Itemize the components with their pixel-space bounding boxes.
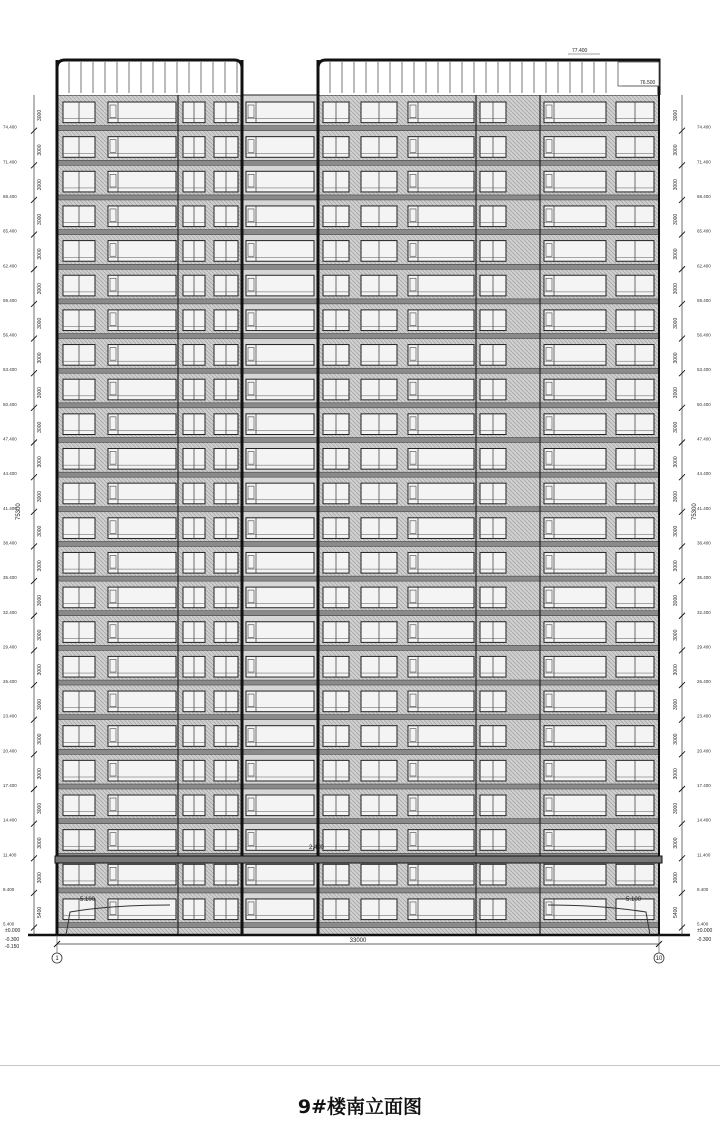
slab-band [57,576,659,581]
floor-level-label: 14.400 [697,817,711,823]
floor-level-label: 74.400 [3,124,17,130]
axis-label-start: 1 [55,956,59,962]
floor-height-dim: 3000 [673,802,679,814]
floor-level-label: 71.400 [3,159,17,165]
floor-height-dim: 3000 [673,109,679,121]
floor-level-label: 50.400 [697,401,711,407]
floor-height-dim: 3000 [37,213,43,225]
roof-frame-right [318,60,659,95]
window [544,379,606,400]
base-level-2-right: -0.300 [697,937,712,943]
base-level-2-left: -0.300 [5,937,20,943]
floor-level-label: 29.400 [697,644,711,650]
window [544,622,606,643]
total-width-dim: 33000 [349,938,367,944]
window [544,171,606,192]
window [544,414,606,435]
floor-level-label: 65.400 [3,228,17,234]
slab-band [57,403,659,408]
floor-level-label: 62.400 [3,263,17,269]
floor-height-dim: 3000 [673,664,679,676]
base-level-1-right: ±0.000 [697,928,713,934]
floor-height-dim: 3000 [37,733,43,745]
floor-level-label: 35.400 [3,575,17,581]
floor-height-dim: 3000 [673,317,679,329]
floor-height-dim: 3000 [37,283,43,295]
floor-level-label: 50.400 [3,401,17,407]
canopy-level-left: 5.100 [80,897,96,903]
floor-level-label: 56.400 [697,332,711,338]
base-level-1-left: ±0.000 [5,928,21,934]
floor-level-label: 23.400 [3,713,17,719]
slab-band [57,299,659,304]
window [544,760,606,781]
window [544,449,606,470]
slab-band [57,888,659,893]
window [544,587,606,608]
dimension-string-left [3,95,43,935]
floor-height-dim: 5400 [673,906,679,918]
floor-height-dim: 3000 [673,421,679,433]
floor-height-dim: 3000 [673,560,679,572]
floor-level-label: 47.400 [3,436,17,442]
window [544,899,606,920]
slab-band [57,819,659,824]
floor-height-dim: 3000 [673,248,679,260]
slab-band [57,541,659,546]
window [544,726,606,747]
window [544,656,606,677]
floor-level-label: 32.400 [697,609,711,615]
window [544,275,606,296]
slab-band [57,715,659,720]
floor-height-dim: 3000 [673,283,679,295]
floor-height-dim: 3000 [37,456,43,468]
caption-divider [0,1065,720,1066]
mid-level-label: 2.400 [309,845,325,851]
floor-height-dim: 3000 [673,387,679,399]
floor-level-label: 17.400 [697,783,711,788]
floor-level-label: 62.400 [697,263,711,269]
slab-band [57,126,659,131]
floor-height-dim: 3000 [37,421,43,433]
floor-height-dim: 3000 [673,179,679,191]
floor-level-label: 47.400 [697,436,711,442]
floor-level-label: 35.400 [697,575,711,581]
floor-height-dim: 3000 [37,387,43,399]
floor-height-dim: 3000 [37,872,43,884]
floor-level-label: 32.400 [3,609,17,615]
floor-height-dim: 3000 [673,698,679,711]
floor-level-label: 26.400 [697,679,711,685]
slab-band [57,264,659,269]
floor-level-label: 38.400 [3,540,17,546]
window [544,241,606,262]
slab-band [57,334,659,339]
total-height-dim-left: 75300 [16,503,22,520]
floor-level-label: 38.400 [697,540,711,546]
floor-level-label: 23.400 [697,713,711,719]
slab-band [57,472,659,477]
floor-level-label: 71.400 [697,159,711,165]
window [544,864,606,885]
slab-band [57,645,659,650]
floor-level-label: 20.400 [3,748,17,754]
floor-level-label: 8.400 [697,886,709,892]
window [544,310,606,331]
floor-height-dim: 5400 [37,906,43,918]
floor-level-label: 74.400 [697,124,711,130]
window [544,795,606,816]
floor-height-dim: 3000 [37,525,43,537]
roof-level-label: 77.400 [572,48,588,54]
podium-cornice [55,856,662,863]
floor-height-dim: 3000 [673,456,679,468]
floor-height-dim: 3000 [673,525,679,537]
window [544,483,606,504]
floor-height-dim: 3000 [37,837,43,849]
slab-band [57,784,659,789]
floor-level-label: 41.400 [697,505,711,511]
floor-level-label: 59.400 [3,297,17,303]
floor-height-dim: 3000 [37,664,43,676]
floor-level-label: 59.400 [697,297,711,303]
floor-level-label: 17.400 [3,783,17,788]
floor-height-dim: 3000 [37,768,43,780]
floor-height-dim: 3000 [37,594,43,607]
floor-height-dim: 3000 [37,248,43,260]
floor-height-dim: 3000 [673,144,679,156]
slab-band [57,195,659,200]
window [544,518,606,539]
floor-level-label: 8.400 [3,886,15,892]
floor-level-label: 11.400 [697,852,711,858]
floor-level-label: 68.400 [697,193,711,199]
floor-level-label: 53.400 [697,367,711,373]
base-level-3-left: -0.150 [5,944,20,950]
floor-height-dim: 3000 [37,109,43,121]
slab-band [57,438,659,443]
floor-level-label: 20.400 [697,748,711,754]
drawing-title: 9#楼南立面图 [297,1096,423,1118]
floor-height-dim: 3000 [37,560,43,572]
floor-height-dim: 3000 [37,629,43,641]
floor-height-dim: 3000 [673,872,679,884]
floor-height-dim: 3000 [673,629,679,641]
slab-band [57,160,659,165]
floor-height-dim: 3000 [673,491,679,503]
window [544,345,606,366]
floor-level-label: 68.400 [3,193,17,199]
floor-height-dim: 3000 [673,733,679,745]
slab-band [57,507,659,512]
roof-frame-left [57,60,242,95]
floor-level-label: 44.400 [3,471,17,477]
parapet-level-label: 76.500 [640,80,656,86]
window [544,830,606,851]
slab-band [57,749,659,754]
slab-band [57,923,659,928]
window [544,137,606,158]
floor-level-label: 14.400 [3,817,17,823]
slab-band [57,611,659,616]
window [544,691,606,712]
floor-height-dim: 3000 [673,352,679,364]
floor-level-label: 26.400 [3,679,17,685]
floor-level-label: 53.400 [3,367,17,373]
window [544,206,606,227]
floor-height-dim: 3000 [37,698,43,711]
floor-height-dim: 3000 [673,837,679,849]
floor-level-label: 44.400 [697,471,711,477]
floor-level-label: 65.400 [697,228,711,234]
floor-height-dim: 3000 [37,317,43,329]
floor-level-label: 29.400 [3,644,17,650]
floor-height-dim: 3000 [673,213,679,225]
slab-band [57,368,659,373]
canopy-level-right: 5.100 [626,897,642,903]
axis-label-end: 10 [655,956,663,962]
floor-level-label: 56.400 [3,332,17,338]
total-height-dim-right: 75300 [692,503,698,520]
floor-level-label: 41.400 [3,505,17,511]
floor-level-label: 11.400 [3,852,17,858]
floor-height-dim: 3000 [673,594,679,607]
floor-height-dim: 3000 [37,352,43,364]
floor-level-label: 5.400 [3,921,15,927]
slab-band [57,230,659,235]
slab-band [57,680,659,685]
floor-height-dim: 3000 [37,144,43,156]
floor-height-dim: 3000 [37,179,43,191]
floor-level-label: 5.400 [697,921,709,927]
floor-height-dim: 3000 [37,802,43,814]
window [544,102,606,123]
window [544,552,606,573]
floor-height-dim: 3000 [37,491,43,503]
floor-height-dim: 3000 [673,768,679,780]
